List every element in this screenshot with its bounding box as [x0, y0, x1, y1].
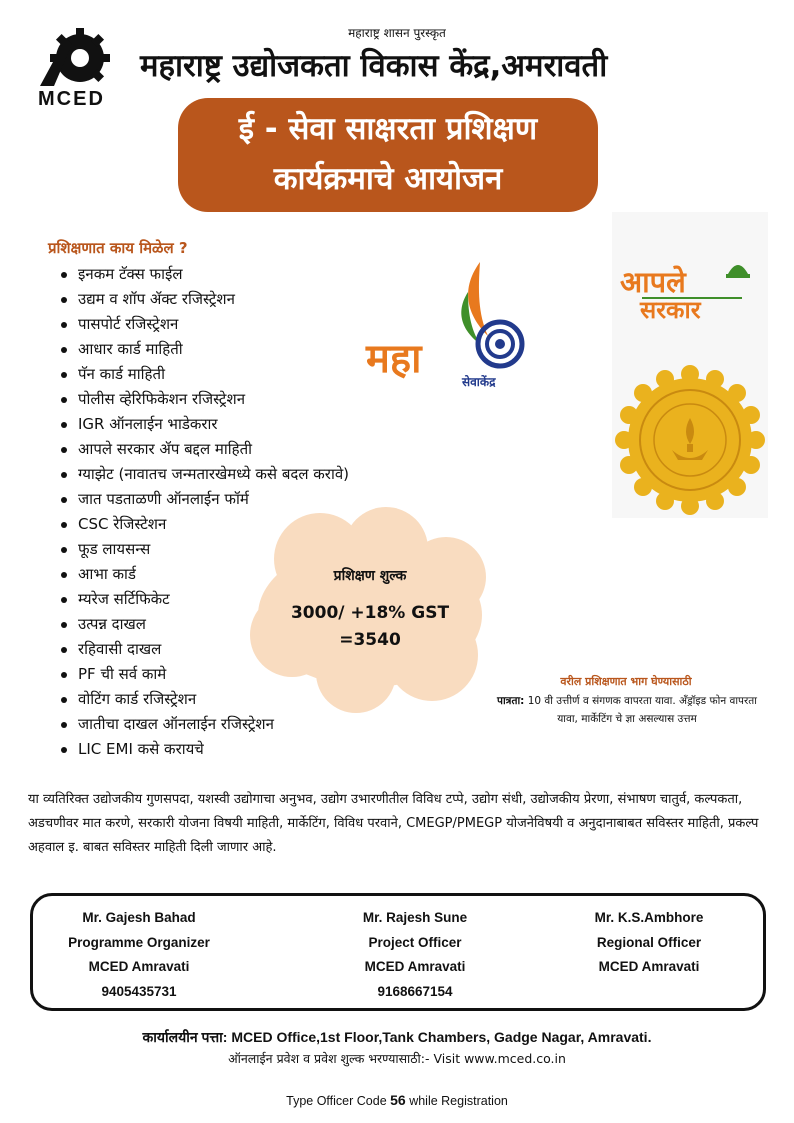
sevakendra-word: सेवाकेंद्र [462, 375, 496, 389]
benefit-item: वोटिंग कार्ड रजिस्ट्रेशन [58, 687, 349, 712]
contact-name: Mr. K.S.Ambhore [594, 910, 704, 925]
fee-total: =3540 [339, 630, 401, 650]
contact-role: Regional Officer [596, 934, 702, 950]
aaple-word: आपले [620, 265, 686, 299]
contact-card [544, 906, 754, 980]
aaple-sarkar-panel [612, 212, 768, 518]
benefit-item: PF ची सर्व कामे [58, 662, 349, 687]
benefit-item: पोलीस व्हेरिफिकेशन रजिस्ट्रेशन [58, 387, 349, 412]
eligibility-details: 10 वी उत्तीर्ण व संगणक वापरता यावा. अँड्रॉइड फोन वापरता यावा, मार्केटिंग चे ज्ञा असल्यास उत्तम [524, 695, 758, 725]
benefit-item: उद्यम व शॉप ॲक्ट रजिस्ट्रेशन [58, 287, 349, 312]
officer-code: 56 [390, 1092, 406, 1108]
aaple-sarkar-logo [612, 212, 768, 518]
contact-card [310, 906, 520, 1004]
benefit-item: आभा कार्ड [58, 562, 349, 587]
sponsor-note: महाराष्ट्र शासन पुरस्कृत [348, 26, 446, 40]
contact-org: MCED Amravati [598, 959, 700, 974]
benefit-item: उत्पन्न दाखल [58, 612, 349, 637]
contact-org: MCED Amravati [364, 959, 466, 974]
sarkar-word: सरकार [640, 296, 701, 324]
benefit-item: LIC EMI कसे करायचे [58, 737, 349, 762]
benefit-item: IGR ऑनलाईन भाडेकरार [58, 412, 349, 437]
benefit-item: आधार कार्ड माहिती [58, 337, 349, 362]
benefit-item: म्यरेज सर्टिफिकेट [58, 587, 349, 612]
benefit-item: CSC रेजिस्टेशन [58, 512, 349, 537]
online-registration-note[interactable]: ऑनलाईन प्रवेश व प्रवेश शुल्क भरण्यासाठी:- Visit www.mced.co.in [228, 1051, 566, 1066]
office-address [0, 1028, 794, 1047]
maha-sevakendra-logo [360, 252, 550, 402]
program-banner [178, 98, 598, 212]
benefit-item: ग्याझेट (नावातच जन्मतारखेमध्ये कसे बदल करावे) [58, 462, 349, 487]
eligibility-title: वरील प्रशिक्षणात भाग घेण्यासाठी [560, 675, 692, 688]
contact-phone[interactable]: 9405435731 [101, 983, 177, 999]
code-suffix: while Registration [405, 1094, 508, 1108]
contact-org: MCED Amravati [88, 959, 190, 974]
benefit-item: आपले सरकार ॲप बद्दल माहिती [58, 437, 349, 462]
address-text: MCED Office,1st Floor,Tank Chambers, Gadge Nagar, Amravati. [227, 1029, 652, 1045]
mced-logo-text: MCED [38, 88, 105, 110]
contact-role: Programme Organizer [68, 934, 210, 950]
code-prefix: Type Officer Code [286, 1094, 391, 1108]
additional-topics-description: या व्यतिरिक्त उद्योजकीय गुणसपदा, यशस्वी उद्योगाचा अनुभव, उद्योग उभारणीतील विविध टप्पे, उद्योग संधी, उद्योजकीय प्रेरणा, संभाषण चातुर्व, कल्पकता, अडचणीवर मात करणे, सरकारी योजना विषयी माहिती, मार्केटिंग, विविध परवाने, CMEGP/PMEGP योजनेविषयी व अनुदानाबाबत सविस्तर माहिती, प्रकल्प अहवाल इ. बाबत सविस्तर माहिती दिली जाणार आहे. [28, 792, 759, 855]
benefit-item: जातीचा दाखल ऑनलाईन रजिस्ट्रेशन [58, 712, 349, 737]
eligibility-text [492, 692, 762, 728]
contact-role: Project Officer [368, 934, 462, 950]
officer-code-note [0, 1092, 794, 1108]
benefit-item: इनकम टॅक्स फाईल [58, 262, 349, 287]
contact-name: Mr. Gajesh Bahad [82, 910, 196, 925]
banner-line-2: कार्यक्रमाचे आयोजन [273, 161, 503, 197]
benefit-item: फूड लायसन्स [58, 537, 349, 562]
contact-phone[interactable]: 9168667154 [377, 983, 453, 999]
benefits-heading: प्रशिक्षणात काय मिळेल ? [48, 239, 188, 257]
maha-word: महा [366, 336, 422, 382]
eligibility-label: पात्रता: [496, 695, 525, 707]
benefit-item: रहिवासी दाखल [58, 637, 349, 662]
contact-card [34, 906, 244, 1004]
benefit-item: पॅन कार्ड माहिती [58, 362, 349, 387]
benefit-item: पासपोर्ट रजिस्ट्रेशन [58, 312, 349, 337]
org-title: महाराष्ट्र उद्योजकता विकास केंद्र,अमरावती [140, 48, 608, 84]
fee-label: प्रशिक्षण शुल्क [333, 568, 407, 584]
maharashtra-seal-icon [615, 365, 765, 515]
address-label: कार्यालयीन पत्ता: [142, 1029, 228, 1045]
contact-name: Mr. Rajesh Sune [362, 910, 468, 925]
banner-line-1: ई - सेवा साक्षरता प्रशिक्षण [238, 111, 538, 147]
fee-amount: 3000/ +18% GST [290, 603, 450, 623]
benefit-item: जात पडताळणी ऑनलाईन फॉर्म [58, 487, 349, 512]
